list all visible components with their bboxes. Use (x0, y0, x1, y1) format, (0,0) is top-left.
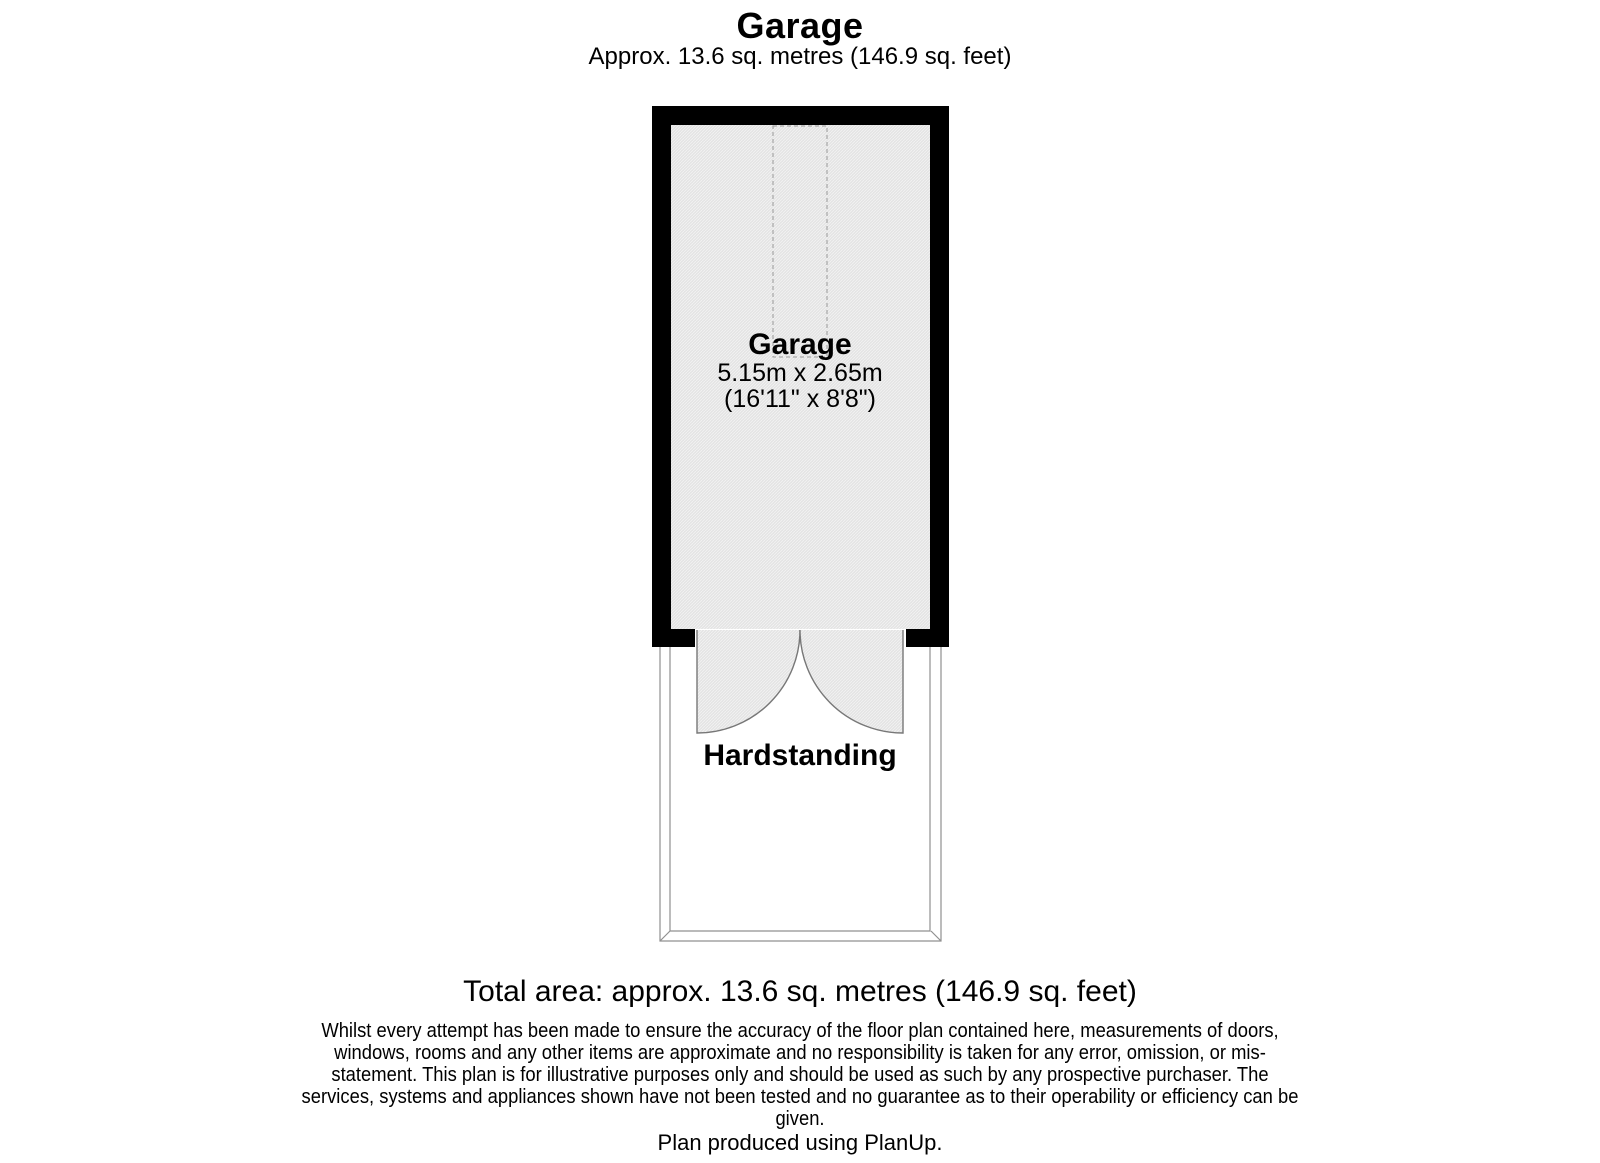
door-leaf-left-icon (697, 630, 800, 733)
disclaimer-line: windows, rooms and any other items are approximate and no responsibility is taken for any error, omission, or mis- (334, 1042, 1266, 1064)
hardstanding-label: Hardstanding (703, 739, 897, 772)
disclaimer-line: statement. This plan is for illustrative purposes only and should be used as such by any prospective purchaser. The (331, 1064, 1269, 1086)
credit-text: Plan produced using PlanUp. (657, 1130, 943, 1155)
page-subtitle: Approx. 13.6 sq. metres (146.9 sq. feet) (588, 43, 1012, 70)
room-label (0, 329, 1600, 412)
disclaimer-line: given. (775, 1108, 825, 1130)
page-title: Garage (736, 5, 864, 46)
disclaimer-text (64, 1020, 1536, 1130)
disclaimer-line: services, systems and appliances shown have not been tested and no guarantee as to their operability or efficiency can be (301, 1086, 1299, 1108)
room-size-metric: 5.15m x 2.65m (717, 359, 883, 387)
room-name: Garage (748, 328, 852, 361)
door-leaf-right-icon (800, 630, 903, 733)
disclaimer-line: Whilst every attempt has been made to ensure the accuracy of the floor plan contained here, measurements of doors, (321, 1020, 1279, 1042)
total-area-text: Total area: approx. 13.6 sq. metres (146.9 sq. feet) (463, 975, 1137, 1008)
room-size-imperial: (16'11" x 8'8") (724, 385, 876, 413)
floorplan-drawing (600, 80, 1000, 960)
